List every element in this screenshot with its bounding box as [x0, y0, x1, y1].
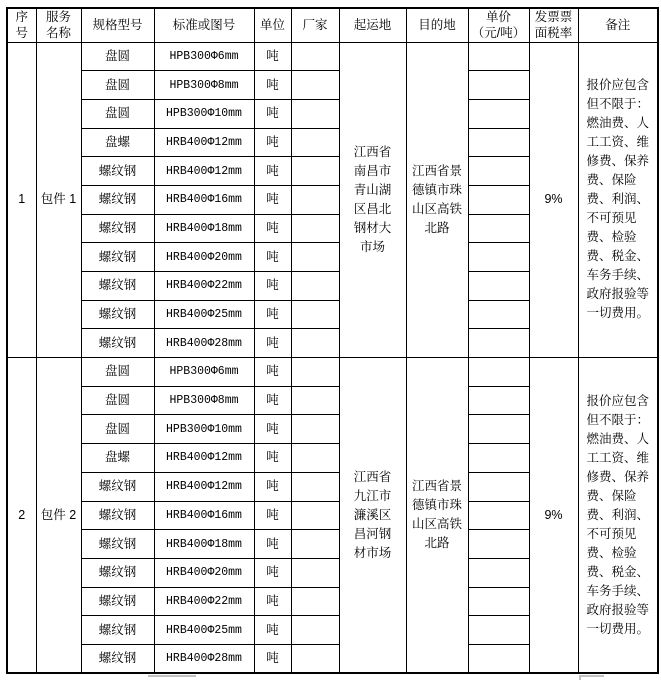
unit-cell: 吨 [254, 272, 291, 301]
unit-cell: 吨 [254, 358, 291, 387]
destination-text: 江西省景德镇市珠山区高铁北路 [411, 479, 462, 551]
manufacturer-cell[interactable] [291, 329, 339, 358]
price-cell[interactable] [468, 157, 529, 186]
table-row [7, 358, 658, 387]
price-cell[interactable] [468, 185, 529, 214]
spec-cell: 盘圆 [81, 386, 154, 415]
spec-cell: 螺纹钢 [81, 157, 154, 186]
standard-cell: HRB400Φ12mm [154, 472, 254, 501]
price-cell[interactable] [468, 415, 529, 444]
price-cell[interactable] [468, 501, 529, 530]
header-standard: 标准或图号 [154, 8, 254, 42]
spec-cell: 盘圆 [81, 42, 154, 71]
standard-cell: HRB400Φ12mm [154, 157, 254, 186]
spec-cell: 螺纹钢 [81, 501, 154, 530]
standard-cell: HRB400Φ28mm [154, 644, 254, 673]
manufacturer-cell[interactable] [291, 501, 339, 530]
standard-cell: HPB300Φ10mm [154, 415, 254, 444]
unit-cell: 吨 [254, 444, 291, 473]
spec-cell: 盘螺 [81, 128, 154, 157]
header-row [7, 8, 658, 42]
price-cell[interactable] [468, 587, 529, 616]
standard-cell: HRB400Φ22mm [154, 272, 254, 301]
manufacturer-cell[interactable] [291, 530, 339, 559]
manufacturer-cell[interactable] [291, 644, 339, 673]
price-cell[interactable] [468, 99, 529, 128]
next-row-edge-artifact [579, 675, 604, 677]
manufacturer-cell[interactable] [291, 157, 339, 186]
standard-cell: HRB400Φ25mm [154, 300, 254, 329]
origin-text: 江西省南昌市青山湖区昌北钢材大市场 [353, 144, 392, 254]
header-unit-price-line2: （元/吨） [471, 26, 526, 41]
price-cell[interactable] [468, 128, 529, 157]
standard-cell: HPB300Φ8mm [154, 386, 254, 415]
manufacturer-cell[interactable] [291, 272, 339, 301]
price-cell[interactable] [468, 472, 529, 501]
standard-cell: HRB400Φ16mm [154, 501, 254, 530]
manufacturer-cell[interactable] [291, 71, 339, 100]
unit-cell: 吨 [254, 415, 291, 444]
table-row [7, 42, 658, 71]
spec-cell: 螺纹钢 [81, 243, 154, 272]
unit-cell: 吨 [254, 644, 291, 673]
price-cell[interactable] [468, 42, 529, 71]
spec-cell: 盘圆 [81, 71, 154, 100]
spec-cell: 螺纹钢 [81, 272, 154, 301]
remark-cell [578, 42, 658, 358]
tax-rate-cell: 9% [529, 42, 578, 358]
spec-cell: 螺纹钢 [81, 558, 154, 587]
remark-text: 报价应包含但不限于：燃油费、人工工资、维修费、保养费、保险费、利润、不可预见费、检验费、税金、车务手续、政府报验等一切费用。 [586, 393, 650, 636]
header-tax-rate [529, 8, 578, 42]
header-spec: 规格型号 [81, 8, 154, 42]
standard-cell: HPB300Φ6mm [154, 42, 254, 71]
price-cell[interactable] [468, 644, 529, 673]
unit-cell: 吨 [254, 214, 291, 243]
service-name-cell: 包件 2 [36, 358, 81, 674]
quotation-table [6, 7, 659, 674]
header-destination: 目的地 [406, 8, 468, 42]
standard-cell: HRB400Φ16mm [154, 185, 254, 214]
price-cell[interactable] [468, 300, 529, 329]
standard-cell: HRB400Φ18mm [154, 530, 254, 559]
origin-cell [339, 42, 406, 358]
header-tax-rate-label: 发票票面税率 [534, 10, 573, 41]
manufacturer-cell[interactable] [291, 472, 339, 501]
spec-cell: 螺纹钢 [81, 329, 154, 358]
unit-cell: 吨 [254, 329, 291, 358]
manufacturer-cell[interactable] [291, 386, 339, 415]
header-remark: 备注 [578, 8, 658, 42]
header-unit: 单位 [254, 8, 291, 42]
spec-cell: 螺纹钢 [81, 472, 154, 501]
unit-cell: 吨 [254, 616, 291, 645]
destination-text: 江西省景德镇市珠山区高铁北路 [411, 163, 462, 235]
header-seq-label: 序号 [15, 10, 28, 41]
spec-cell: 螺纹钢 [81, 530, 154, 559]
unit-cell: 吨 [254, 530, 291, 559]
service-name-cell: 包件 1 [36, 42, 81, 358]
standard-cell: HPB300Φ6mm [154, 358, 254, 387]
unit-cell: 吨 [254, 185, 291, 214]
standard-cell: HRB400Φ20mm [154, 243, 254, 272]
manufacturer-cell[interactable] [291, 128, 339, 157]
header-manufacturer: 厂家 [291, 8, 339, 42]
price-cell[interactable] [468, 272, 529, 301]
unit-cell: 吨 [254, 128, 291, 157]
unit-cell: 吨 [254, 501, 291, 530]
unit-cell: 吨 [254, 558, 291, 587]
unit-cell: 吨 [254, 71, 291, 100]
price-cell[interactable] [468, 243, 529, 272]
header-unit-price-line1: 单价 [485, 10, 511, 25]
price-cell[interactable] [468, 71, 529, 100]
header-seq [7, 8, 36, 42]
manufacturer-cell[interactable] [291, 444, 339, 473]
unit-cell: 吨 [254, 243, 291, 272]
manufacturer-cell[interactable] [291, 185, 339, 214]
spec-cell: 螺纹钢 [81, 587, 154, 616]
price-cell[interactable] [468, 386, 529, 415]
price-cell[interactable] [468, 358, 529, 387]
header-service-name-label: 服务名称 [45, 10, 71, 41]
spec-cell: 螺纹钢 [81, 644, 154, 673]
seq-cell: 2 [7, 358, 36, 674]
destination-cell [406, 358, 468, 674]
origin-cell [339, 358, 406, 674]
spec-cell: 螺纹钢 [81, 300, 154, 329]
unit-cell: 吨 [254, 300, 291, 329]
unit-cell: 吨 [254, 386, 291, 415]
manufacturer-cell[interactable] [291, 558, 339, 587]
remark-cell [578, 358, 658, 674]
manufacturer-cell[interactable] [291, 42, 339, 71]
standard-cell: HRB400Φ20mm [154, 558, 254, 587]
standard-cell: HRB400Φ22mm [154, 587, 254, 616]
remark-text: 报价应包含但不限于：燃油费、人工工资、维修费、保养费、保险费、利润、不可预见费、检验费、税金、车务手续、政府报验等一切费用。 [586, 78, 650, 321]
standard-cell: HRB400Φ12mm [154, 128, 254, 157]
manufacturer-cell[interactable] [291, 415, 339, 444]
price-cell[interactable] [468, 329, 529, 358]
unit-cell: 吨 [254, 157, 291, 186]
next-row-edge-artifact [579, 675, 581, 680]
unit-cell: 吨 [254, 587, 291, 616]
standard-cell: HPB300Φ10mm [154, 99, 254, 128]
spec-cell: 盘圆 [81, 358, 154, 387]
destination-cell [406, 42, 468, 358]
standard-cell: HRB400Φ12mm [154, 444, 254, 473]
header-unit-price [468, 8, 529, 42]
spec-cell: 盘螺 [81, 444, 154, 473]
unit-cell: 吨 [254, 472, 291, 501]
spec-cell: 盘圆 [81, 99, 154, 128]
manufacturer-cell[interactable] [291, 358, 339, 387]
standard-cell: HRB400Φ25mm [154, 616, 254, 645]
manufacturer-cell[interactable] [291, 587, 339, 616]
seq-cell: 1 [7, 42, 36, 358]
price-cell[interactable] [468, 214, 529, 243]
manufacturer-cell[interactable] [291, 300, 339, 329]
price-cell[interactable] [468, 616, 529, 645]
next-row-edge-artifact [148, 675, 196, 677]
manufacturer-cell[interactable] [291, 99, 339, 128]
price-cell[interactable] [468, 444, 529, 473]
spec-cell: 螺纹钢 [81, 214, 154, 243]
manufacturer-cell[interactable] [291, 243, 339, 272]
manufacturer-cell[interactable] [291, 214, 339, 243]
unit-cell: 吨 [254, 42, 291, 71]
spec-cell: 盘圆 [81, 415, 154, 444]
header-service-name [36, 8, 81, 42]
price-cell[interactable] [468, 558, 529, 587]
unit-cell: 吨 [254, 99, 291, 128]
spec-cell: 螺纹钢 [81, 185, 154, 214]
standard-cell: HRB400Φ28mm [154, 329, 254, 358]
standard-cell: HRB400Φ18mm [154, 214, 254, 243]
price-cell[interactable] [468, 530, 529, 559]
origin-text: 江西省九江市濂溪区昌河钢材市场 [353, 469, 392, 560]
header-origin: 起运地 [339, 8, 406, 42]
tax-rate-cell: 9% [529, 358, 578, 674]
spec-cell: 螺纹钢 [81, 616, 154, 645]
manufacturer-cell[interactable] [291, 616, 339, 645]
standard-cell: HPB300Φ8mm [154, 71, 254, 100]
